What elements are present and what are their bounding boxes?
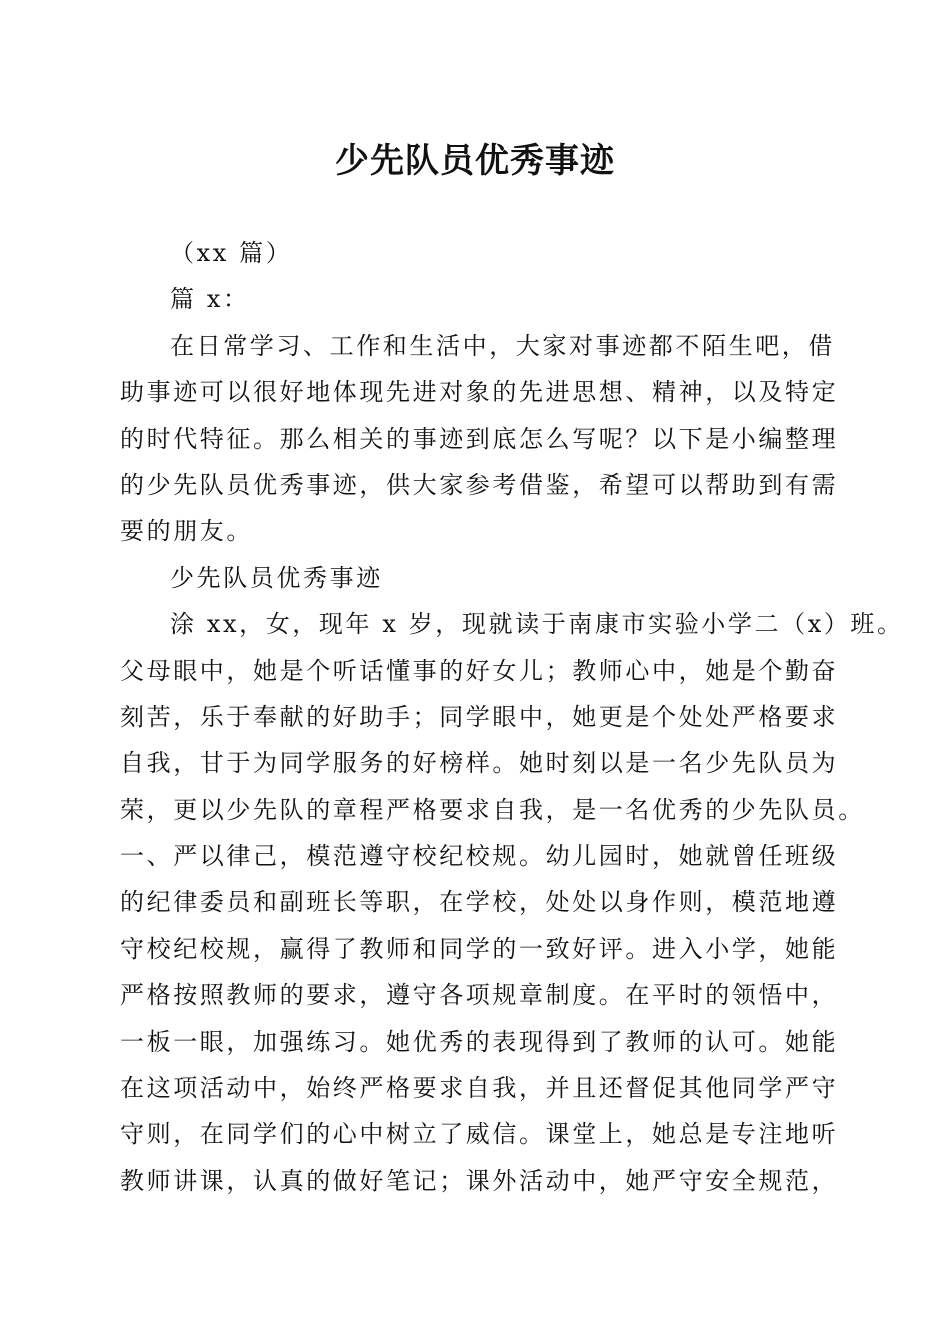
- text-line: 助事迹可以很好地体现先进对象的先进思想、精神，以及特定: [120, 378, 839, 407]
- text-line: 的少先队员优秀事迹，供大家参考借鉴，希望可以帮助到有需: [120, 470, 839, 499]
- text-line: 的纪律委员和副班长等职，在学校，处处以身作则，模范地遵: [120, 888, 839, 917]
- text-line: （xx 篇）: [170, 239, 293, 267]
- text-line: 父母眼中，她是个听话懂事的好女儿；教师心中，她是个勤奋: [120, 656, 839, 685]
- text-line: 要的朋友。: [120, 517, 253, 546]
- text-line: 刻苦，乐于奉献的好助手；同学眼中，她更是个处处严格要求: [120, 702, 839, 731]
- text-line: 自我，甘于为同学服务的好榜样。她时刻以是一名少先队员为: [120, 749, 839, 778]
- text-line: 一板一眼，加强练习。她优秀的表现得到了教师的认可。她能: [120, 1027, 839, 1056]
- text-line: 荣，更以少先队的章程严格要求自我，是一名优秀的少先队员。: [120, 795, 865, 824]
- text-line: 守则，在同学们的心中树立了威信。课堂上，她总是专注地听: [120, 1120, 839, 1149]
- text-line: 在日常学习、工作和生活中，大家对事迹都不陌生吧，借: [170, 331, 835, 360]
- text-line: 教师讲课，认真的做好笔记；课外活动中，她严守安全规范，: [120, 1166, 839, 1195]
- section-heading: 少先队员优秀事迹: [170, 563, 383, 592]
- text-line: 涂 xx，女，现年 x 岁，现就读于南康市实验小学二（x）班。: [170, 610, 904, 639]
- text-line: 守校纪校规，赢得了教师和同学的一致好评。进入小学，她能: [120, 934, 839, 963]
- page-title: 少先队员优秀事迹: [335, 141, 615, 181]
- text-line: 一、严以律己，模范遵守校纪校规。幼儿园时，她就曾任班级: [120, 842, 839, 871]
- text-line: 的时代特征。那么相关的事迹到底怎么写呢？以下是小编整理: [120, 424, 839, 453]
- document-body: [120, 230, 904, 1204]
- text-line: 篇 x：: [170, 285, 250, 314]
- text-line: 在这项活动中，始终严格要求自我，并且还督促其他同学严守: [120, 1074, 839, 1103]
- text-line: 严格按照教师的要求，遵守各项规章制度。在平时的领悟中，: [120, 981, 839, 1010]
